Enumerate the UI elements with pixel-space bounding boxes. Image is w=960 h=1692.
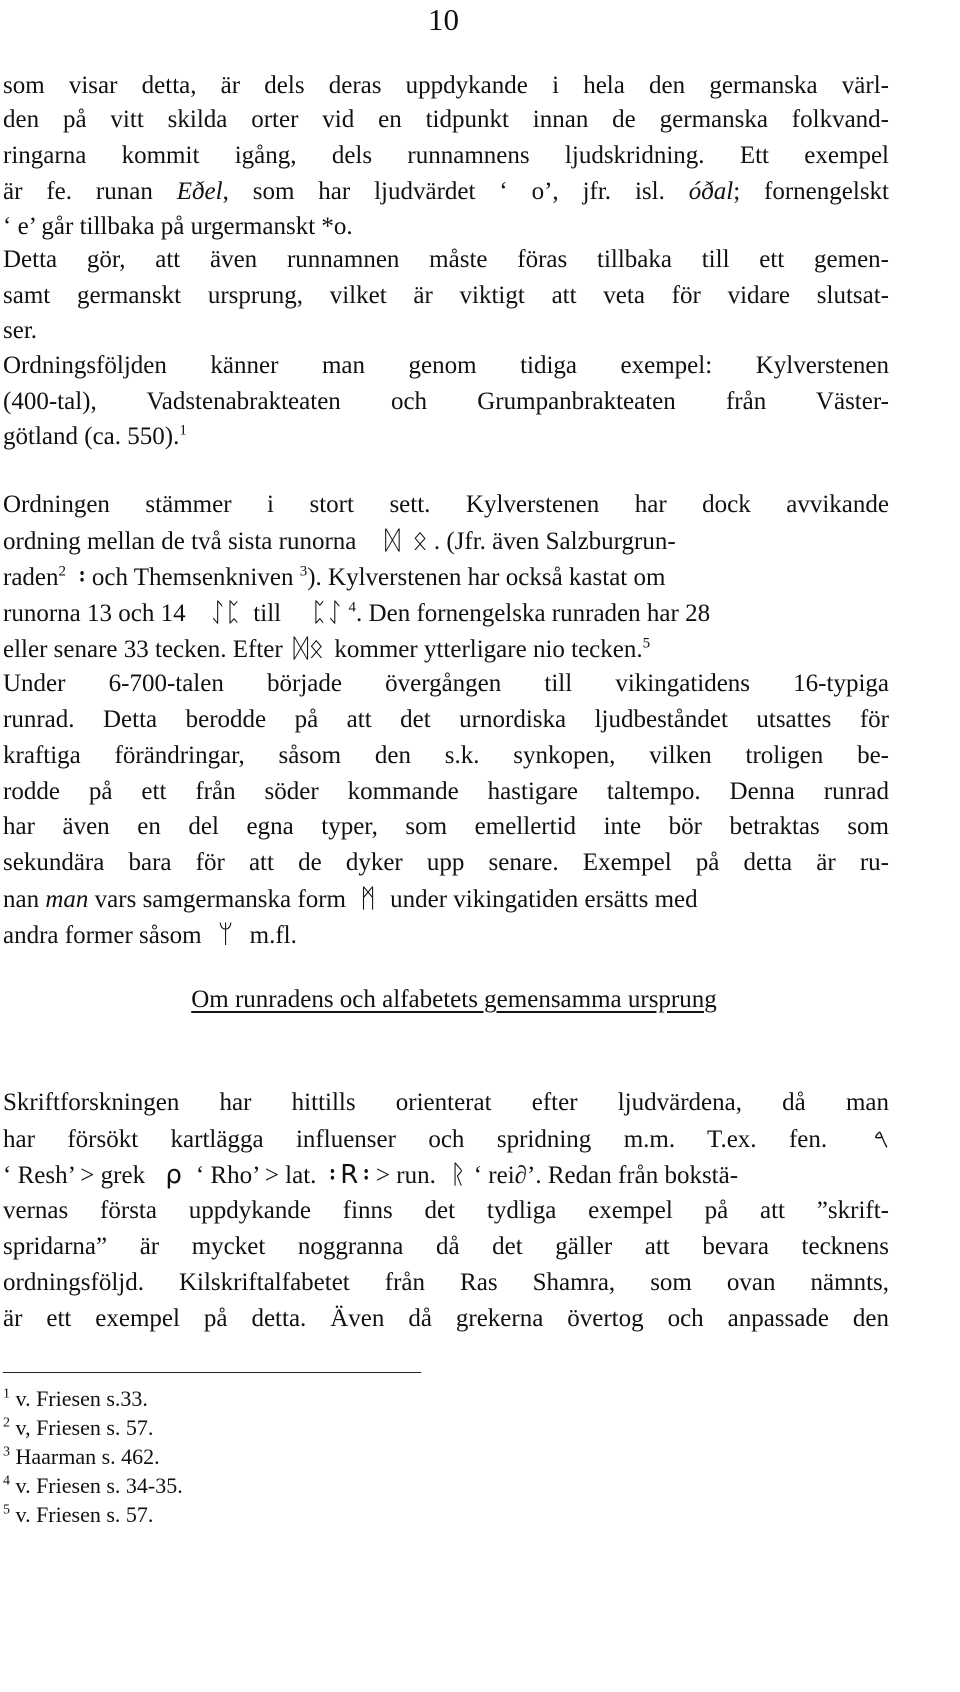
rune-glyph: ᛈᛇ <box>311 598 343 628</box>
text-line: sekundära bara för att de dyker upp senare. Exempel på detta är ru- <box>3 849 889 876</box>
footnote-number: 5 <box>3 1502 10 1518</box>
footnote-ref: 2 <box>58 563 67 580</box>
text-line: Skriftforskningen har hittills orienterat efter ljudvärdena, då man <box>3 1089 889 1116</box>
text-line: är ett exempel på detta. Även då grekerna övertog och anpassade den <box>3 1305 889 1332</box>
footnote: $^5$ v. Friesen s. 57. <box>3 1502 154 1527</box>
rune-glyph: 𐤓 <box>873 1124 889 1154</box>
text-line: Under 6-700-talen började övergången till vikingatidens 16-typiga <box>3 670 889 697</box>
text-line: eller senare 33 tecken. Efter ᛞᛟ kommer ytterligare nio tecken.$^5$ <box>3 634 651 664</box>
rune-glyph: ᛬R᛬ <box>324 1160 374 1190</box>
page-number: 10 <box>428 2 459 37</box>
section-heading: Om runradens och alfabetets gemensamma ursprung <box>191 986 717 1013</box>
text-line: götland (ca. 550).$^1$ <box>3 422 187 450</box>
rune-glyph: ᛞᛟ <box>292 634 325 664</box>
text-line: spridarna” är mycket noggranna då det gäller att bevara tecknens <box>3 1233 889 1260</box>
footnote-divider <box>3 1372 421 1373</box>
rune-glyph: ᛇᛈ <box>209 598 242 628</box>
text-line: samt germanskt ursprung, vilket är viktigt att veta för vidare slutsat- <box>3 282 889 309</box>
footnote-ref: 1 <box>179 422 187 439</box>
rune-glyph: ᛟ <box>412 526 428 556</box>
footnote-ref: 5 <box>642 635 651 652</box>
footnote-number: 1 <box>3 1386 10 1402</box>
footnote-number: 4 <box>3 1473 10 1489</box>
text-line: har försökt kartlägga influenser och spridning m.m. T.ex. fen. 𐤓 <box>3 1124 889 1154</box>
text-line: den på vitt skilda orter vid en tidpunkt innan de germanska folkvand- <box>3 106 889 133</box>
footnote: $^3$ Haarman s. 462. <box>3 1444 160 1469</box>
text-line: ser. <box>3 317 38 344</box>
text-line: andra former såsom ᛘ m.fl. <box>3 920 297 950</box>
text-line: rodde på ett från söder kommande hastigare taltempo. Denna runrad <box>3 778 889 805</box>
text-line: har även en del egna typer, som emellertid inte bör betraktas som <box>3 813 889 840</box>
text-line: ringarna kommit igång, dels runnamnens ljudskridning. Ett exempel <box>3 142 889 169</box>
rune-glyph: ρ <box>165 1160 182 1190</box>
footnote: $^1$ v. Friesen s.33. <box>3 1386 148 1411</box>
text-line: som visar detta, är dels deras uppdykande i hela den germanska värl- <box>3 72 889 99</box>
text-line: kraftiga förändringar, såsom den s.k. synkopen, vilken troligen be- <box>3 742 889 769</box>
text-line: Ordningsföljden känner man genom tidiga exempel: Kylverstenen <box>3 352 889 379</box>
rune-glyph: ᛬ <box>74 562 90 592</box>
text-line: ‘ e’ går tillbaka på urgermanskt *o. <box>3 213 353 240</box>
footnote-number: 2 <box>3 1415 10 1431</box>
footnote-number: 3 <box>3 1444 10 1460</box>
text-line: ordning mellan de två sista runorna ᛞ ᛟ . (Jfr. även Salzburgrun- <box>3 526 676 556</box>
rune-glyph: ᛗ <box>360 884 376 914</box>
text-line: (400-tal), Vadstenabrakteaten och Grumpanbrakteaten från Väster- <box>3 388 889 415</box>
footnote-ref: 4 <box>348 599 357 616</box>
text-line: ‘ Resh’ > grek ρ ‘ Rho’ > lat. ᛬R᛬> run. ᚱ ‘ rei∂’. Redan från bokstä- <box>3 1160 739 1190</box>
text-line: runorna 13 och 14 ᛇᛈ till ᛈᛇ $^4$. Den fornengelska runraden har 28 <box>3 598 711 628</box>
text-line: vernas första uppdykande finns det tydliga exempel på att ”skrift- <box>3 1197 889 1224</box>
text-line: nan man vars samgermanska form ᛗ under vikingatiden ersätts med <box>3 884 698 914</box>
rune-glyph: ᛘ <box>217 920 234 950</box>
rune-glyph: ᚱ <box>450 1160 466 1190</box>
footnote: $^2$ v, Friesen s. 57. <box>3 1415 154 1440</box>
text-line: ordningsföljd. Kilskriftalfabetet från Ras Shamra, som ovan nämnts, <box>3 1269 889 1296</box>
text-line: är fe. runan Eðel, som har ljudvärdet ‘ o’, jfr. isl. óðal; fornengelskt <box>3 178 889 205</box>
text-line: raden$^2$ ᛬och Themsenkniven $^3$). Kylverstenen har också kastat om <box>3 562 666 592</box>
text-line: Ordningen stämmer i stort sett. Kylverstenen har dock avvikande <box>3 491 889 518</box>
text-line: runrad. Detta berodde på att det urnordiska ljudbeståndet utsattes för <box>3 706 889 733</box>
rune-glyph: ᛞ <box>384 526 401 556</box>
footnote-ref: 3 <box>299 563 308 580</box>
text-line: Detta gör, att även runnamnen måste föras tillbaka till ett gemen- <box>3 246 889 273</box>
footnote: $^4$ v. Friesen s. 34-35. <box>3 1473 183 1498</box>
